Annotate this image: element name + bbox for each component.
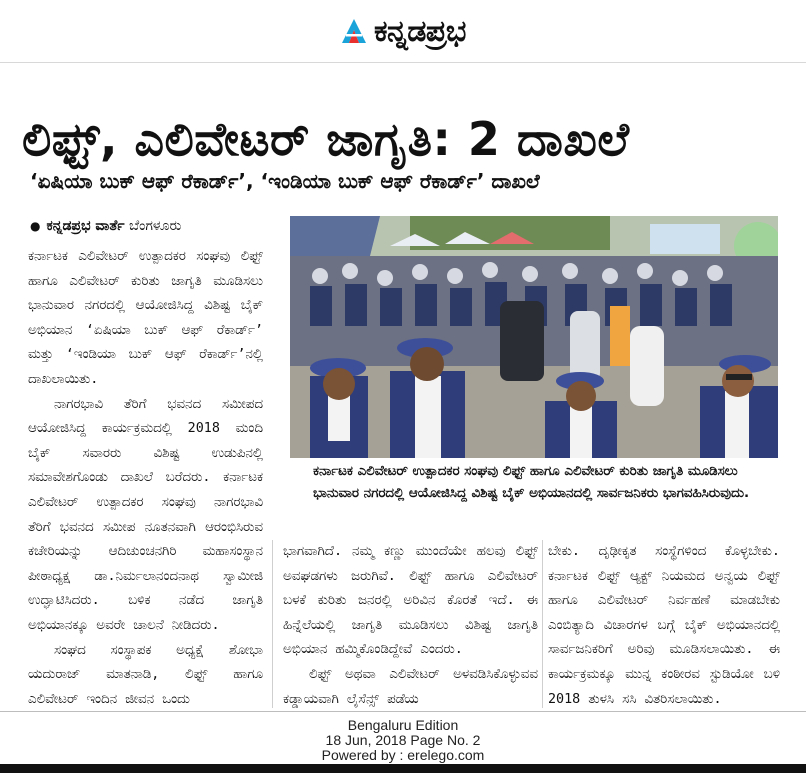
article-column-1 bbox=[28, 245, 263, 712]
photo-caption: ಕರ್ನಾಟಕ ಎಲಿವೇಟರ್ ಉತ್ಪಾದಕರ ಸಂಘವು ಲಿಫ್ಟ್ ಹಾಗೂ ಎಲಿವೇಟರ್ ಕುರಿತು ಜಾಗೃತಿ ಮೂಡಿಸಲು ಭಾನುವಾರ ನಗರದಲ್ಲಿ ಆಯೋಜಿಸಿದ್ದ ವಿಶಿಷ್ಟ ಬೈಕ್ ಅಭಿಯಾನದಲ್ಲಿ ಸಾರ್ವಜನಿಕರು ಭಾಗವಹಿಸಿರುವುದು. bbox=[313, 464, 750, 501]
edition-label: Bengaluru Edition bbox=[347, 717, 459, 733]
footer bbox=[0, 718, 806, 763]
article-paragraph: ಕರ್ನಾಟಕ ಎಲಿವೇಟರ್ ಉತ್ಪಾದಕರ ಸಂಘವು ಲಿಫ್ಟ್ ಹಾಗೂ ಎಲಿವೇಟರ್ ಕುರಿತು ಜಾಗೃತಿ ಮೂಡಿಸಲು ಭಾನುವಾರ ನಗರದಲ್ಲಿ ಆಯೋಜಿಸಿದ್ದ ವಿಶಿಷ್ಟ ಬೈಕ್ ಅಭಿಯಾನ ‘ಏಷಿಯಾ ಬುಕ್ ಆಫ್ ರೆಕಾರ್ಡ್’ ಮತ್ತು ‘ಇಂಡಿಯಾ ಬುಕ್ ಆಫ್ ರೆಕಾರ್ಡ್’ನಲ್ಲಿ ದಾಖಲಾಯಿತು. bbox=[28, 249, 263, 387]
brand[interactable] bbox=[340, 14, 466, 49]
byline-place: ಬೆಂಗಳೂರು bbox=[129, 218, 182, 234]
kannada-prabha-a-logo-icon bbox=[340, 17, 368, 45]
article-paragraph: ನಾಗರಭಾವಿ ತೆರಿಗೆ ಭವನದ ಸಮೀಪದ ಆಯೋಜಿಸಿದ್ದ ಕಾರ್ಯಕ್ರಮದಲ್ಲಿ 2018 ಮಂದಿ ಬೈಕ್ ಸವಾರರು ವಿಶಿಷ್ಟ ಉಡುಪಿನಲ್ಲಿ ಸಮಾವೇಶಗೊಂಡು ದಾಖಲೆ ಬರೆದರು. ಕರ್ನಾಟಕ ಎಲಿವೇಟರ್ ಉತ್ಪಾದಕರ ಸಂಘವು ನಾಗರಭಾವಿ ತೆರಿಗೆ ಭವನದ ಸಮೀಪ ನೂತನವಾಗಿ ಆರಂಭಿಸಿರುವ ಕಚೇರಿಯನ್ನು ಆದಿಚುಂಚನಗಿರಿ ಮಹಾಸಂಸ್ಥಾನ ಪೀಠಾಧ್ಯಕ್ಷ ಡಾ.ನಿರ್ಮಲಾನಂದನಾಥ ಸ್ವಾಮೀಜಿ ಉದ್ಘಾಟಿಸಿದರು. ಬಳಿಕ ನಡೆದ ಜಾಗೃತಿ ಅಭಿಯಾನಕ್ಕೂ ಅವರೇ ಚಾಲನೆ ನೀಡಿದರು. bbox=[28, 396, 263, 633]
article-headline: ಲಿಫ್ಟ್, ಎಲಿವೇಟರ್ ಜಾಗೃತಿ: 2 ದಾಖಲೆ bbox=[22, 111, 630, 166]
column-divider bbox=[542, 540, 543, 708]
date-page-label: 18 Jun, 2018 Page No. 2 bbox=[325, 732, 481, 748]
byline bbox=[30, 218, 181, 234]
bottom-bar bbox=[0, 764, 806, 773]
article-photo[interactable] bbox=[290, 216, 778, 458]
bike-rally-photo bbox=[290, 216, 778, 458]
footer-divider bbox=[0, 711, 806, 712]
column-divider bbox=[272, 540, 273, 708]
byline-source: ಕನ್ನಡಪ್ರಭ ವಾರ್ತೆ bbox=[46, 218, 125, 234]
powered-by-link[interactable]: Powered by : erelego.com bbox=[321, 747, 485, 763]
bullet-icon: ● bbox=[30, 219, 41, 233]
article-paragraph: ಬೇಕು. ದೃಢೀಕೃತ ಸಂಸ್ಥೆಗಳಿಂದ ಕೊಳ್ಳಬೇಕು. ಕರ್ನಾಟಕ ಲಿಫ್ಟ್ ಆ್ಯಕ್ಟ್ ನಿಯಮದ ಅನ್ವಯ ಲಿಫ್ಟ್ ಹಾಗೂ ಎಲಿವೇಟರ್ ನಿರ್ವಹಣೆ ಮಾಡಬೇಕು ಎಂಬಿತ್ಯಾದಿ ವಿಚಾರಗಳ ಬಗ್ಗೆ ಬೈಕ್ ಅಭಿಯಾನದಲ್ಲಿ ಸಾರ್ವಜನಿಕರಿಗೆ ಅರಿವು ಮೂಡಿಸಲಾಯಿತು. ಈ ಕಾರ್ಯಕ್ರಮಕ್ಕೂ ಮುನ್ನ ಕಂಠೀರವ ಸ್ಟುಡಿಯೋ ಬಳಿ 2018 ತುಳಸಿ ಸಸಿ ವಿತರಿಸಲಾಯಿತು. bbox=[548, 544, 780, 707]
article-paragraph: ಸಂಘದ ಸಂಸ್ಥಾಪಕ ಅಧ್ಯಕ್ಷೆ ಶೋಭಾ ಯದುರಾಜ್ ಮಾತನಾಡಿ, ಲಿಫ್ಟ್ ಹಾಗೂ ಎಲಿವೇಟರ್ ಇಂದಿನ ಜೀವನ ಒಂದು bbox=[28, 642, 263, 707]
article-column-2 bbox=[283, 540, 538, 712]
brand-name: ಕನ್ನಡಪ್ರಭ bbox=[374, 13, 466, 49]
article-paragraph: ಭಾಗವಾಗಿದೆ. ನಮ್ಮ ಕಣ್ಣು ಮುಂದೆಯೇ ಹಲವು ಲಿಫ್ಟ್ ಅವಘಡಗಳು ಜರುಗಿವೆ. ಲಿಫ್ಟ್ ಹಾಗೂ ಎಲಿವೇಟರ್ ಬಳಕೆ ಕುರಿತು ಜನರಲ್ಲಿ ಅರಿವಿನ ಕೊರತೆ ಇದೆ. ಈ ಹಿನ್ನೆಲೆಯಲ್ಲಿ ಜಾಗೃತಿ ಮೂಡಿಸಲು ವಿಶಿಷ್ಟ ಜಾಗೃತಿ ಅಭಿಯಾನ ಹಮ್ಮಿಕೊಂಡಿದ್ದೇವೆ ಎಂದರು. bbox=[283, 544, 538, 658]
article-column-3 bbox=[548, 540, 780, 712]
article-subheadline: ‘ಏಷಿಯಾ ಬುಕ್ ಆಫ್ ರೆಕಾರ್ಡ್’, ‘ಇಂಡಿಯಾ ಬುಕ್ ಆಫ್ ರೆಕಾರ್ಡ್’ ದಾಖಲೆ bbox=[30, 169, 540, 193]
article-paragraph: ಲಿಫ್ಟ್ ಅಥವಾ ಎಲಿವೇಟರ್ ಅಳವಡಿಸಿಕೊಳ್ಳುವವ ಕಡ್ಡಾಯವಾಗಿ ಲೈಸೆನ್ಸ್ ಪಡೆಯ bbox=[283, 666, 538, 707]
masthead bbox=[0, 0, 806, 63]
